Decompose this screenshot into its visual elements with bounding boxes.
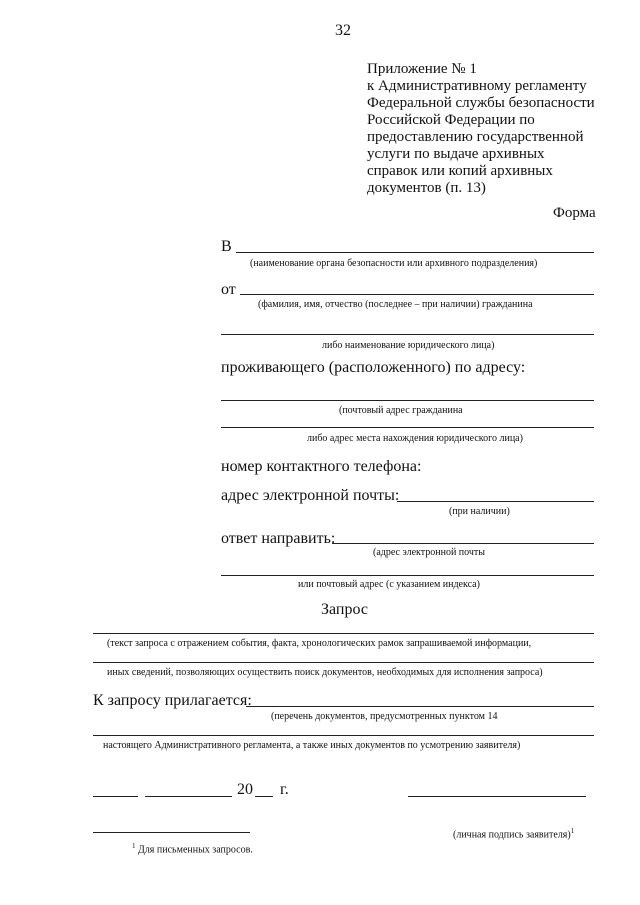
- appendix-line: к Административному регламенту: [367, 78, 587, 94]
- request-field-line[interactable]: [93, 633, 594, 634]
- appendix-line: Российской Федерации по: [367, 112, 535, 128]
- reply-label: ответ направить:: [221, 530, 336, 547]
- request-hint-1: (текст запроса с отражением события, факта, хронологических рамок запрашиваемой информации,: [107, 638, 532, 649]
- email-field-line[interactable]: [397, 501, 594, 502]
- phone-label: номер контактного телефона:: [221, 458, 422, 475]
- date-year-suffix: г.: [280, 781, 289, 798]
- signature-hint: (личная подпись заявителя)$^1$: [453, 827, 575, 841]
- date-year-line[interactable]: [255, 796, 273, 797]
- attachments-field-line-2[interactable]: [93, 735, 594, 736]
- from-field-line[interactable]: [240, 294, 594, 295]
- address-hint-1: (почтовый адрес гражданина: [339, 405, 463, 416]
- footnote-mark: 1: [132, 842, 136, 850]
- signature-line[interactable]: [408, 796, 586, 797]
- footnote: [132, 840, 253, 856]
- email-hint: (при наличии): [449, 506, 510, 517]
- to-field-line[interactable]: [236, 252, 594, 253]
- request-hint-2: иных сведений, позволяющих осуществить поиск документов, необходимых для исполнения запроса): [107, 667, 543, 678]
- attachments-hint-1: (перечень документов, предусмотренных пунктом 14: [271, 711, 498, 722]
- page-number: 32: [335, 22, 351, 39]
- address-hint-2: либо адрес места нахождения юридического лица): [307, 433, 523, 444]
- reply-hint-2: или почтовый адрес (с указанием индекса): [298, 579, 480, 590]
- reply-field-line-2[interactable]: [221, 575, 594, 576]
- reply-field-line[interactable]: [332, 543, 594, 544]
- date-year-prefix: 20: [237, 781, 253, 798]
- appendix-block: [367, 61, 627, 197]
- address-field-line-2[interactable]: [221, 427, 594, 428]
- date-day-line[interactable]: [93, 796, 138, 797]
- reply-hint-1: (адрес электронной почты: [373, 547, 486, 558]
- attachments-label: К запросу прилагается:: [93, 692, 252, 709]
- to-prefix: В: [221, 238, 232, 255]
- footnote-text: Для письменных запросов.: [138, 844, 253, 856]
- email-label: адрес электронной почты:: [221, 487, 400, 504]
- attachments-hint-2: настоящего Административного регламента, а также иных документов по усмотрению заявителя): [103, 740, 521, 751]
- appendix-line: Приложение № 1: [367, 61, 477, 77]
- appendix-line: документов (п. 13): [367, 180, 486, 196]
- footnote-ref: 1: [570, 827, 575, 835]
- appendix-line: Федеральной службы безопасности: [367, 95, 595, 111]
- appendix-line: услуги по выдаче архивных: [367, 146, 545, 162]
- form-label: Форма: [553, 205, 596, 221]
- from-field-line-2[interactable]: [221, 334, 594, 335]
- appendix-line: справок или копий архивных: [367, 163, 553, 179]
- to-hint: (наименование органа безопасности или архивного подразделения): [250, 258, 538, 269]
- date-month-line[interactable]: [145, 796, 232, 797]
- request-field-line-2[interactable]: [93, 662, 594, 663]
- request-title: Запрос: [321, 601, 368, 618]
- address-label: проживающего (расположенного) по адресу:: [221, 359, 526, 376]
- appendix-line: предоставлению государственной: [367, 129, 584, 145]
- address-field-line[interactable]: [221, 400, 594, 401]
- from-prefix: от: [221, 281, 236, 298]
- from-hint-1: (фамилия, имя, отчество (последнее – при наличии) гражданина: [258, 299, 533, 310]
- attachments-field-line[interactable]: [246, 706, 594, 707]
- footnote-separator: [93, 832, 250, 833]
- from-hint-2: либо наименование юридического лица): [322, 340, 495, 351]
